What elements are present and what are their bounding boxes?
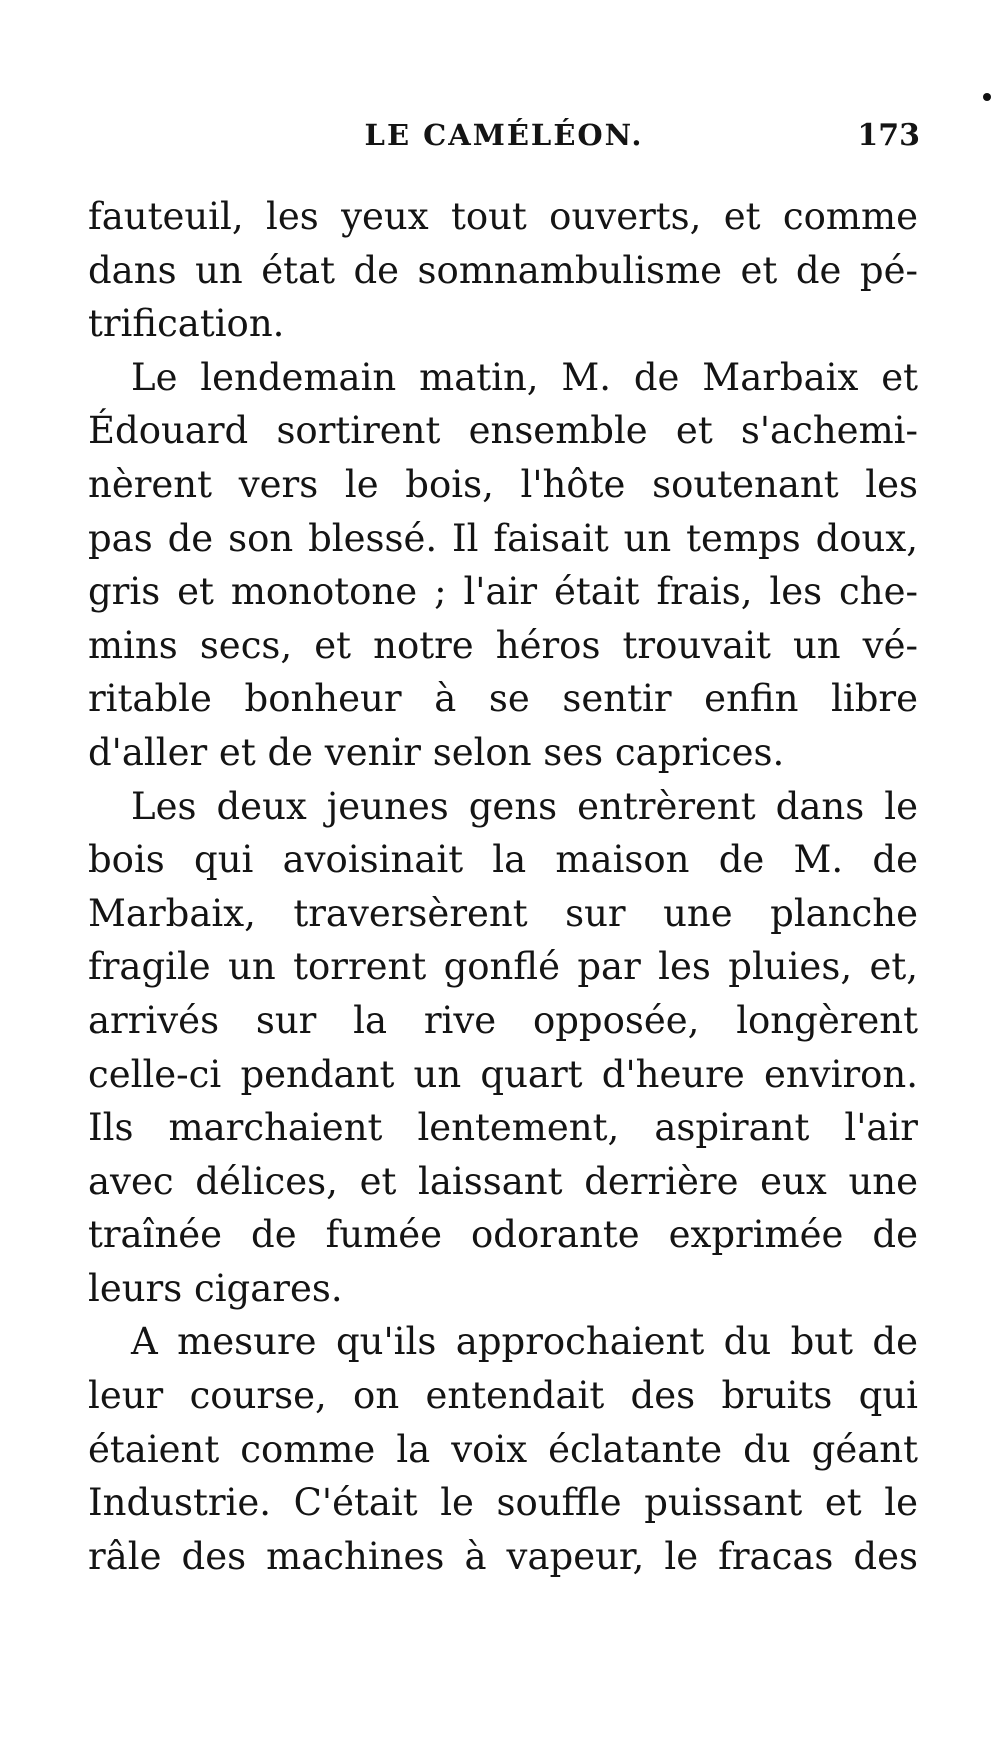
text-line: avec délices, et laissant derrière eux une (88, 1159, 918, 1203)
text-line: Ils marchaient lentement, aspirant l'air (88, 1106, 918, 1150)
text-line: arrivés sur la rive opposée, longèrent (88, 998, 918, 1042)
text-line: Marbaix, traversèrent sur une planche (88, 891, 918, 935)
text-line: trification. (88, 302, 285, 346)
text-line: râle des machines à vapeur, le fracas des (88, 1534, 918, 1578)
body-text (88, 190, 918, 1583)
running-title: LE CAMÉLÉON. (364, 118, 644, 152)
running-head (88, 118, 920, 158)
text-line: fauteuil, les yeux tout ouverts, et comme (88, 195, 918, 238)
text-line: traînée de fumée odorante exprimée de (88, 1213, 918, 1257)
text-line: leurs cigares. (88, 1266, 343, 1310)
text-line: leur course, on entendait des bruits qui (88, 1374, 918, 1418)
text-line: celle-ci pendant un quart d'heure environ. (88, 1052, 918, 1096)
text-line: étaient comme la voix éclatante du géant (88, 1427, 918, 1471)
text-line: Édouard sortirent ensemble et s'achemi- (88, 409, 918, 453)
ink-speck (983, 93, 991, 101)
text-line: Industrie. C'était le souffle puissant et le (88, 1481, 918, 1525)
text-line: dans un état de somnambulisme et de pé- (88, 248, 918, 292)
text-line: d'aller et de venir selon ses caprices. (88, 730, 785, 774)
text-line: ritable bonheur à se sentir enfin libre (88, 677, 918, 721)
text-line: bois qui avoisinait la maison de M. de (88, 838, 918, 882)
paragraph-first-line: A mesure qu'ils approchaient du but de (131, 1320, 918, 1364)
text-line: gris et monotone ; l'air était frais, les che- (88, 570, 918, 614)
text-line: nèrent vers le bois, l'hôte soutenant les (88, 462, 918, 506)
page-number: 173 (857, 118, 920, 153)
text-line: fragile un torrent gonflé par les pluies, et, (88, 945, 918, 989)
text-line: mins secs, et notre héros trouvait un vé- (88, 623, 918, 667)
paragraph-first-line: Le lendemain matin, M. de Marbaix et (131, 355, 918, 399)
text-line: pas de son blessé. Il faisait un temps doux, (88, 516, 918, 560)
paragraph-first-line: Les deux jeunes gens entrèrent dans le (131, 784, 918, 828)
